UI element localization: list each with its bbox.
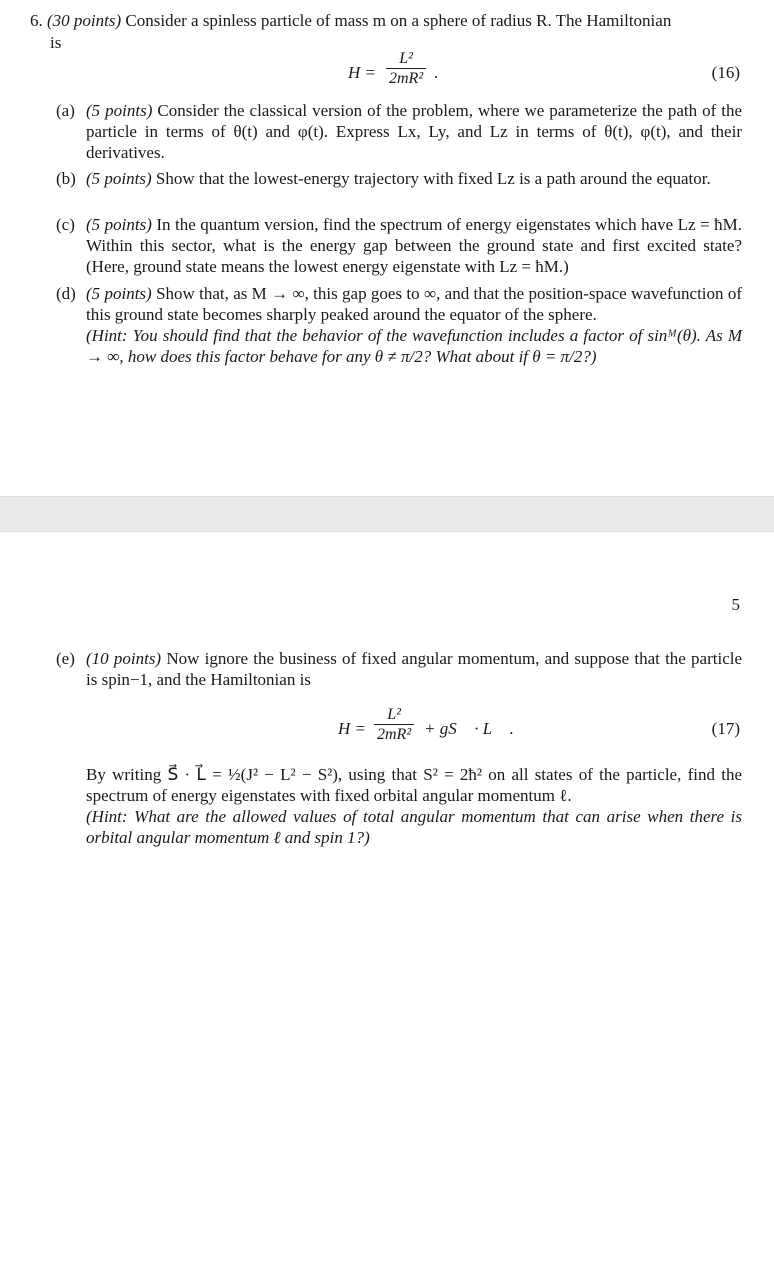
part-b [56, 168, 742, 189]
part-a-points: (5 points) [86, 101, 153, 120]
problem-intro: Consider a spinless particle of mass m on a sphere of radius R. The Hamiltonian [125, 11, 672, 30]
part-e-continued [56, 764, 742, 848]
problem-number: 6. [30, 11, 43, 30]
part-a-label: (a) [56, 101, 75, 120]
part-b-text: Show that the lowest-energy trajectory with fixed Lz is a path around the equator. [155, 169, 711, 188]
eq16-lhs: H = [348, 63, 376, 82]
part-e [56, 648, 742, 690]
part-e-points: (10 points) [86, 649, 162, 668]
part-b-points: (5 points) [86, 169, 152, 188]
problem-points: (30 points) [47, 11, 122, 30]
eq17-tag: (17) [711, 719, 740, 738]
part-d-label: (d) [56, 284, 76, 303]
part-c [56, 214, 742, 277]
part-a-text: Consider the classical version of the problem, where we parameterize the path of the particle in terms of θ(t) and φ(t). Express Lx, Ly, and Lz in terms of θ(t), φ(t), and their derivatives. [86, 101, 743, 162]
part-d-text: Show that, as M → ∞, this gap goes to ∞, and that the position-space wavefunction of this ground state becomes sharply peaked around the equator of the sphere. [86, 284, 743, 324]
part-d-points: (5 points) [86, 284, 152, 303]
eq16-numerator: L² [399, 50, 413, 67]
problem-intro-cont: is [50, 33, 62, 52]
eq16-trail: . [434, 63, 439, 82]
part-c-points: (5 points) [86, 215, 152, 234]
equation-16 [0, 50, 774, 96]
page-separator [0, 496, 774, 532]
part-e-after: By writing S⃗ · L⃗ = ½(J² − L² − S²), using that S² = 2ħ² on all states of the particle, find the spectrum of energy eigenstates with fixed orbital angular momentum ℓ. [86, 765, 742, 805]
part-e-hint: (Hint: What are the allowed values of total angular momentum that can arise when there is orbital angular momentum ℓ and spin 1?) [86, 807, 742, 847]
eq17-rhs: + gS⃗ · L⃗ . [424, 719, 514, 738]
eq16-tag: (16) [711, 63, 740, 82]
eq16-denominator: 2mR² [386, 68, 426, 89]
part-e-text: Now ignore the business of fixed angular momentum, and suppose that the particle is spin−1, and the Hamiltonian is [86, 649, 743, 689]
problem-header [30, 10, 742, 31]
equation-17 [0, 704, 774, 750]
eq17-lhs: H = [338, 719, 366, 738]
eq17-fraction [374, 706, 414, 745]
page-2 [0, 532, 774, 1280]
eq17-numerator: L² [387, 706, 401, 723]
eq17-denominator: 2mR² [374, 724, 414, 745]
part-a [56, 100, 742, 163]
part-c-label: (c) [56, 215, 75, 234]
part-d-hint: (Hint: You should find that the behavior of the wavefunction includes a factor of sinᴹ(θ). As M → ∞, how does this factor behave for any θ ≠ π/2? What about if θ = π/2?) [86, 326, 742, 366]
part-d [56, 283, 742, 367]
eq16-fraction [386, 50, 426, 89]
part-c-text: In the quantum version, find the spectrum of energy eigenstates which have Lz = ħM. Within this sector, what is the energy gap between the ground state and first excited state? (Here, ground state means the lowest energy eigenstate with Lz = ħM.) [86, 215, 742, 276]
page-1 [0, 0, 774, 496]
part-b-label: (b) [56, 169, 76, 188]
part-e-label: (e) [56, 649, 75, 668]
page-number: 5 [731, 595, 740, 614]
